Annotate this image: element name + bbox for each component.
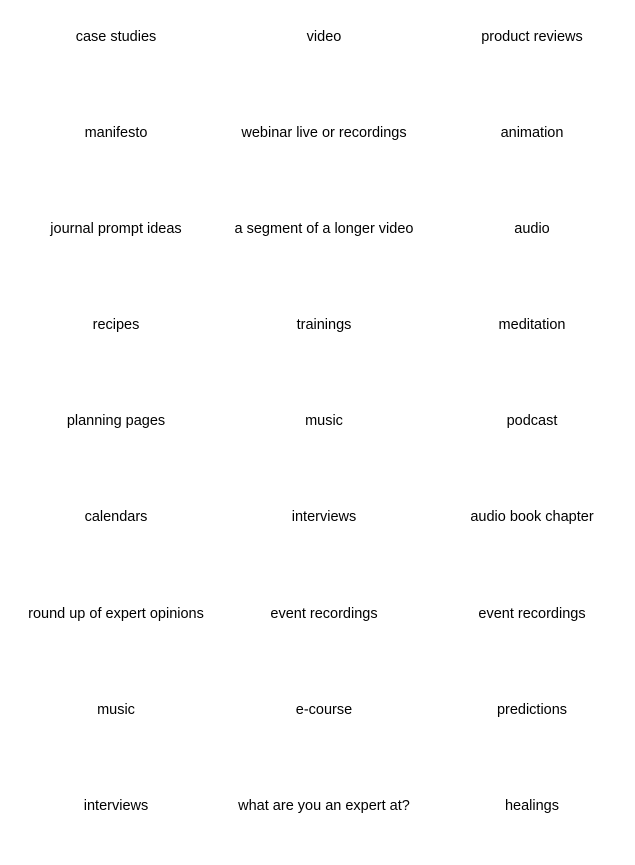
idea-cell: video — [306, 29, 342, 45]
idea-cell: animation — [500, 125, 564, 142]
content-ideas-grid — [12, 0, 635, 843]
idea-cell: healings — [504, 797, 559, 814]
idea-cell: webinar live or recordings — [241, 125, 407, 142]
idea-cell: calendars — [84, 509, 148, 526]
idea-cell: planning pages — [66, 413, 166, 430]
idea-cell: interviews — [83, 797, 149, 814]
idea-cell: manifesto — [84, 125, 148, 142]
idea-cell: event recordings — [478, 605, 586, 622]
idea-cell: case studies — [75, 29, 157, 45]
idea-cell: music — [97, 701, 135, 718]
idea-cell: meditation — [498, 317, 566, 334]
idea-cell: e-course — [295, 701, 353, 718]
idea-cell: music — [305, 413, 343, 430]
idea-cell: audio book chapter — [470, 509, 594, 526]
idea-cell: trainings — [296, 317, 352, 334]
idea-cell: recipes — [92, 317, 140, 334]
idea-cell: product reviews — [481, 29, 583, 45]
idea-cell: audio — [514, 221, 550, 238]
idea-cell: what are you an expert at? — [238, 797, 410, 814]
idea-cell: journal prompt ideas — [50, 221, 182, 238]
idea-cell: podcast — [506, 413, 558, 430]
idea-cell: a segment of a longer video — [234, 221, 414, 238]
idea-cell: predictions — [496, 701, 568, 718]
idea-cell: round up of expert opinions — [28, 605, 204, 622]
idea-cell: event recordings — [270, 605, 378, 622]
idea-cell: interviews — [291, 509, 357, 526]
